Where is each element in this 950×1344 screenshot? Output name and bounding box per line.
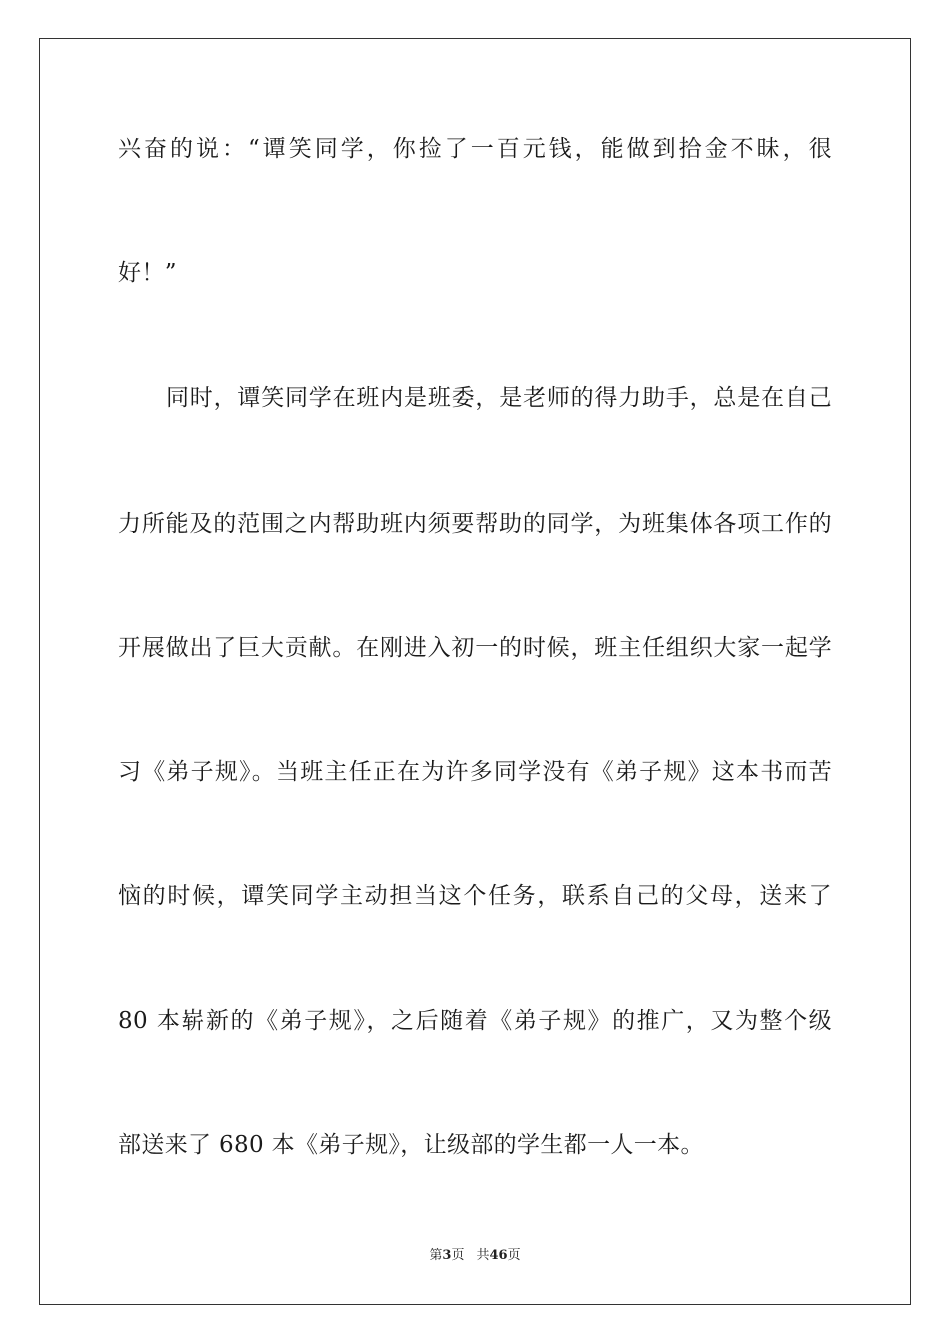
body-text-line: 习《弟子规》。当班主任正在为许多同学没有《弟子规》这本书而苦 — [118, 759, 832, 785]
page-number-prefix: 第 — [429, 1248, 443, 1263]
total-pages: 46 — [489, 1248, 508, 1263]
body-text-line: 部送来了 680 本《弟子规》，让级部的学生都一人一本。 — [118, 1132, 704, 1158]
body-text-line: 力所能及的范围之内帮助班内须要帮助的同学，为班集体各项工作的 — [118, 511, 832, 537]
body-text-line: 好！” — [118, 260, 177, 286]
page-number-suffix: 页 — [451, 1248, 465, 1263]
page-number: 3 — [442, 1248, 452, 1263]
body-text-line: 兴奋的说：“谭笑同学，你捡了一百元钱，能做到拾金不昧，很 — [118, 136, 832, 162]
total-pages-prefix: 共 — [476, 1248, 490, 1263]
body-text-line: 恼的时候，谭笑同学主动担当这个任务，联系自己的父母，送来了 — [118, 883, 832, 909]
body-text-line: 开展做出了巨大贡献。在刚进入初一的时候，班主任组织大家一起学 — [118, 635, 832, 661]
body-text-line: 80 本崭新的《弟子规》，之后随着《弟子规》的推广，又为整个级 — [118, 1008, 832, 1034]
page-border — [39, 38, 911, 1305]
total-pages-suffix: 页 — [507, 1248, 521, 1263]
body-text-line: 同时，谭笑同学在班内是班委，是老师的得力助手，总是在自己 — [166, 385, 832, 411]
page-footer — [0, 1248, 950, 1264]
